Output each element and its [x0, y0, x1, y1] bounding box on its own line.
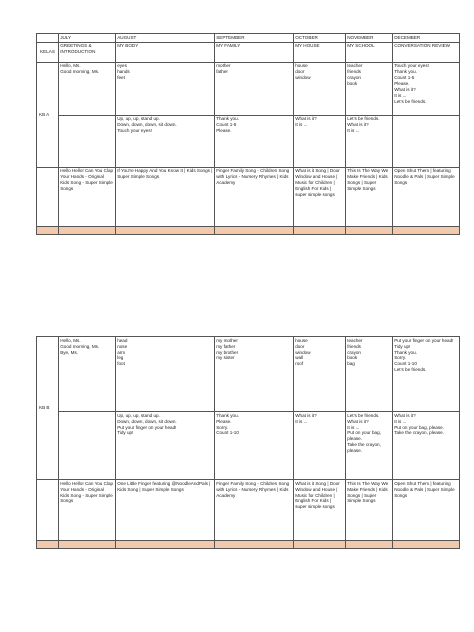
month-row — [37, 34, 460, 43]
schedule-table-kb-a — [36, 33, 460, 235]
theme-cell: MY BODY — [116, 42, 215, 62]
schedule-table-kb-b — [36, 336, 460, 549]
vocab-cell: house door window wall roof — [294, 337, 346, 412]
expression-row — [37, 412, 460, 480]
vocab-cell: teacher friends crayon book bag — [346, 337, 393, 412]
kelas-header: KELAS — [37, 42, 59, 62]
vocab-row — [37, 337, 460, 412]
song-cell: If You're Happy And You Know It | Kids Songs | Super Simple Songs — [116, 167, 215, 226]
expression-cell: Let's be friends. What is it? It is ... — [346, 115, 393, 167]
expression-cell: Up, up, up, stand up. Down, down, down, sit down. Put your finger on your head! Tidy up! — [116, 412, 215, 480]
vocab-cell: house door window — [294, 62, 346, 115]
expression-cell — [59, 115, 116, 167]
song-cell: This Is The Way We Make Friends | Kids Songs | Super Simple Songs — [346, 480, 393, 541]
empty-cell — [37, 480, 59, 541]
expression-cell: Thank you. Please. Sorry. Count 1-10 — [215, 412, 294, 480]
divider-band — [37, 226, 460, 234]
expression-row — [37, 115, 460, 167]
expression-cell: What is it? It is ... — [294, 412, 346, 480]
theme-row — [37, 42, 460, 62]
vocab-cell: my mother my father my brother my sister — [215, 337, 294, 412]
expression-cell — [393, 115, 460, 167]
expression-cell: Up, up, up, stand up. Down, down, down, sit down. Touch your eyes! — [116, 115, 215, 167]
song-row — [37, 480, 460, 541]
vocab-row — [37, 62, 460, 115]
song-cell: Hello Hello! Can You Clap Your Hands - Original Kids Song - Super Simple Songs — [59, 167, 116, 226]
song-cell: What is it Song | Door Window and House | Music for Children | English For Kids | super simple songs — [294, 167, 346, 226]
expression-cell: Thank you. Count 1-5 Please. — [215, 115, 294, 167]
vocab-cell: Hello, Ms. Good morning, Ms. — [59, 62, 116, 115]
vocab-cell: Put your finger on your head! Tidy up! Thank you. Sorry. Count 1-10 Let's be friends. — [393, 337, 460, 412]
divider-band — [37, 541, 460, 549]
song-cell: Hello Hello! Can You Clap Your Hands - Original Kids Song - Super Simple Songs — [59, 480, 116, 541]
vocab-cell: head nose arm leg foot — [116, 337, 215, 412]
vocab-cell: Touch your eyes! Thank you. Count 1-5 Please. What is it? It is ... Let's be friends. — [393, 62, 460, 115]
song-cell: Finger Family Song - Children Song with Lyrics - Nursery Rhymes | Kids Academy — [215, 167, 294, 226]
song-cell: Finger Family Song - Children Song with Lyrics - Nursery Rhymes | Kids Academy — [215, 480, 294, 541]
expression-cell: What is it? It is ... Put on your bag, please. Take the crayon, please. — [393, 412, 460, 480]
month-cell: JULY — [59, 34, 116, 43]
month-cell: SEPTEMBER — [215, 34, 294, 43]
theme-cell: CONVERSATION REVIEW — [393, 42, 460, 62]
empty-cell — [37, 167, 59, 226]
month-cell: NOVEMBER — [346, 34, 393, 43]
vocab-cell: teacher friends crayon book — [346, 62, 393, 115]
theme-cell: MY SCHOOL — [346, 42, 393, 62]
vocab-cell: mother father — [215, 62, 294, 115]
vocab-cell: Hello, Ms. Good morning, Ms. Bye, Ms. — [59, 337, 116, 412]
class-label: KB A — [37, 62, 59, 167]
month-cell: OCTOBER — [294, 34, 346, 43]
song-cell: This Is The Way We Make Friends | Kids Songs | Super Simple Songs — [346, 167, 393, 226]
theme-cell: GREETINGS & INTRODUCTION — [59, 42, 116, 62]
expression-cell: Let's be friends. What is it? It is ... Put on your bag, please. Take the crayon, please. — [346, 412, 393, 480]
month-cell — [37, 34, 59, 43]
expression-cell — [59, 412, 116, 480]
theme-cell: MY FAMILY — [215, 42, 294, 62]
song-cell: Open Shut Them | featuring Noodle & Pals | Super Simple Songs — [393, 480, 460, 541]
song-row — [37, 167, 460, 226]
vocab-cell: eyes hands feet — [116, 62, 215, 115]
song-cell: What is it Song | Door Window and House | Music for Children | English For Kids | super simple songs — [294, 480, 346, 541]
theme-cell: MY HOUSE — [294, 42, 346, 62]
expression-cell: What is it? It is ... — [294, 115, 346, 167]
month-cell: AUGUST — [116, 34, 215, 43]
song-cell: One Little Finger featuring @NoodleAndPals | Kids Song | Super Simple Songs — [116, 480, 215, 541]
class-label: KB B — [37, 337, 59, 480]
month-cell: DECEMBER — [393, 34, 460, 43]
song-cell: Open Shut Them | featuring Noodle & Pals | Super Simple Songs — [393, 167, 460, 226]
